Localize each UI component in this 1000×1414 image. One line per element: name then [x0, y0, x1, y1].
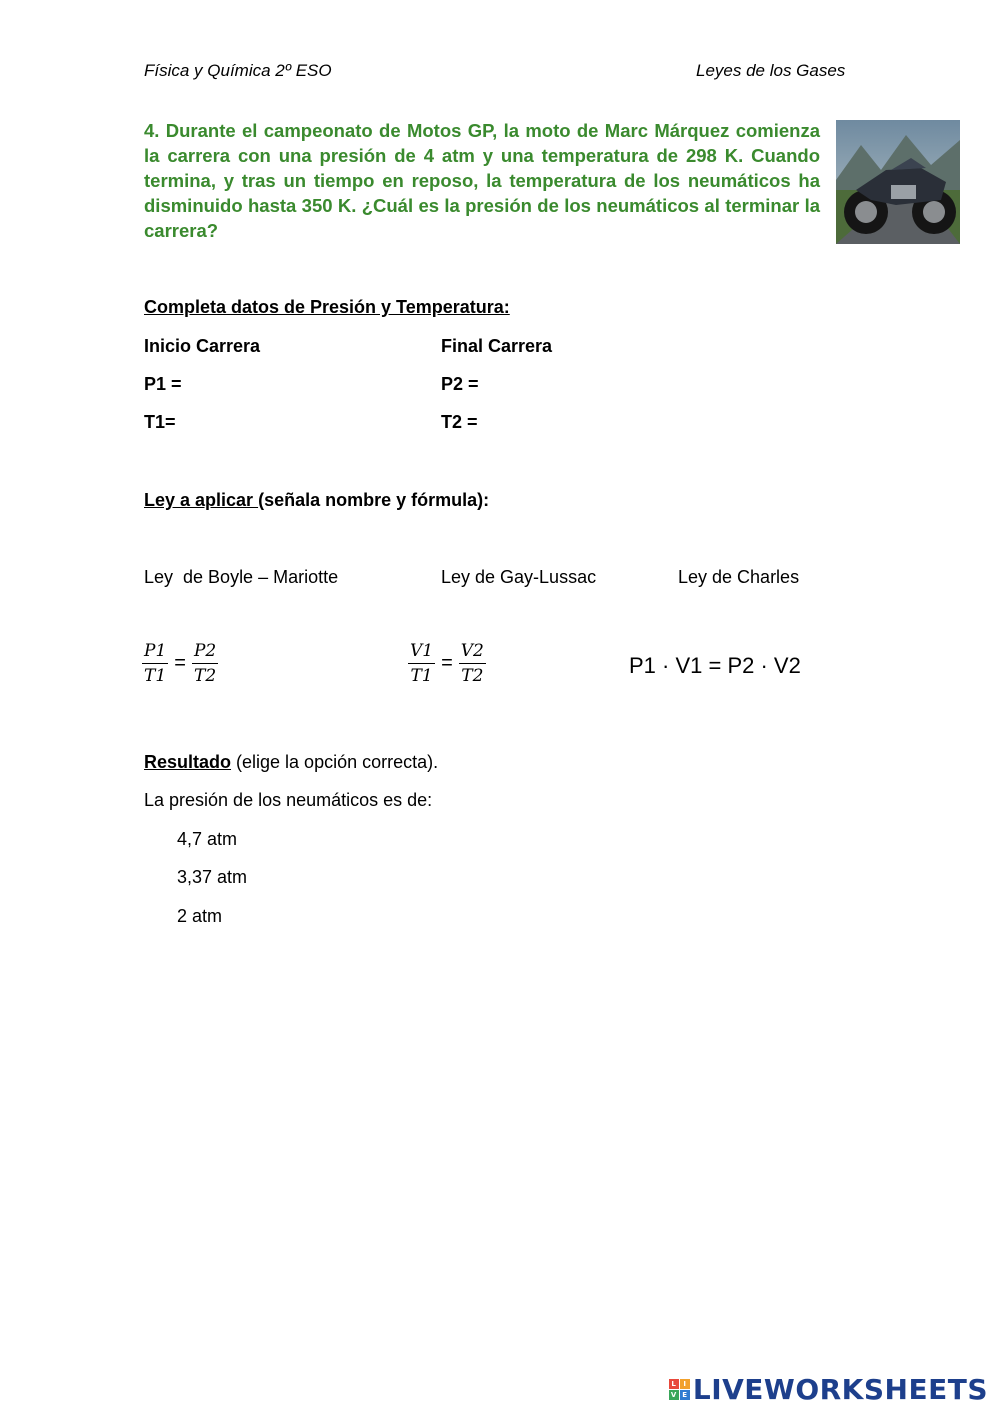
end-heading: Final Carrera: [441, 336, 553, 356]
t1-label: T1=: [144, 412, 176, 432]
equals-sign: =: [441, 652, 453, 674]
answer-option[interactable]: 2 atm: [177, 906, 223, 926]
law-gay-lussac[interactable]: Ley de Gay-Lussac: [441, 567, 597, 587]
p1-label: P1 =: [144, 374, 182, 394]
logo-letter: I: [680, 1379, 690, 1389]
data-section-title: Completa datos de Presión y Temperatura:: [144, 297, 510, 317]
logo-letter: V: [669, 1390, 679, 1400]
numerator: P1: [142, 640, 168, 664]
law-boyle-mariotte[interactable]: Ley de Boyle – Mariotte: [144, 567, 339, 587]
denominator: T2: [461, 666, 484, 686]
law-title-underlined: Ley a aplicar: [144, 490, 259, 510]
logo-letter: L: [669, 1379, 679, 1389]
law-charles[interactable]: Ley de Charles: [678, 567, 800, 587]
t2-label: T2 =: [441, 412, 478, 432]
logo-icon: [669, 1379, 690, 1400]
denominator: T1: [144, 666, 167, 686]
result-prompt: La presión de los neumáticos es de:: [144, 790, 433, 810]
law-section-title: [144, 490, 489, 511]
formula-boyle-option[interactable]: P1 · V1 = P2 · V2: [629, 653, 801, 678]
fraction-right: [459, 640, 486, 687]
fraction-right: [192, 640, 218, 687]
law-title-rest: (señala nombre y fórmula):: [258, 490, 490, 510]
equals-sign: =: [174, 652, 186, 674]
answer-option[interactable]: 4,7 atm: [177, 829, 238, 849]
numerator: V1: [408, 640, 435, 664]
start-heading: Inicio Carrera: [144, 336, 261, 356]
formula-gay-lussac-option[interactable]: [142, 640, 218, 687]
liveworksheets-logo: [669, 1373, 988, 1406]
result-section-title: [144, 752, 438, 773]
formula-charles-option[interactable]: [408, 640, 486, 687]
brand-text: LIVEWORKSHEETS: [692, 1373, 988, 1406]
numerator: P2: [192, 640, 218, 664]
logo-letter: E: [680, 1390, 690, 1400]
header-subject: Física y Química 2º ESO: [144, 61, 332, 80]
fraction-left: [408, 640, 435, 687]
answer-option[interactable]: 3,37 atm: [177, 867, 248, 887]
fraction-left: [142, 640, 168, 687]
denominator: T1: [410, 666, 433, 686]
question-text: 4. Durante el campeonato de Motos GP, la moto de Marc Márquez comienza la carrera con una presión de 4 atm y una temperatura de 298 K. Cuando termina, y tras un tiempo en reposo, la temperatura de los neumáticos ha disminuido hasta 350 K. ¿Cuál es la presión de los neumáticos al terminar la carrera?: [144, 120, 820, 241]
result-title-rest: (elige la opción correcta).: [231, 752, 439, 772]
p2-label: P2 =: [441, 374, 479, 394]
motorcycle-image: [836, 120, 960, 244]
header-topic: Leyes de los Gases: [696, 61, 846, 80]
numerator: V2: [459, 640, 486, 664]
result-title: Resultado: [144, 752, 232, 772]
denominator: T2: [194, 666, 217, 686]
